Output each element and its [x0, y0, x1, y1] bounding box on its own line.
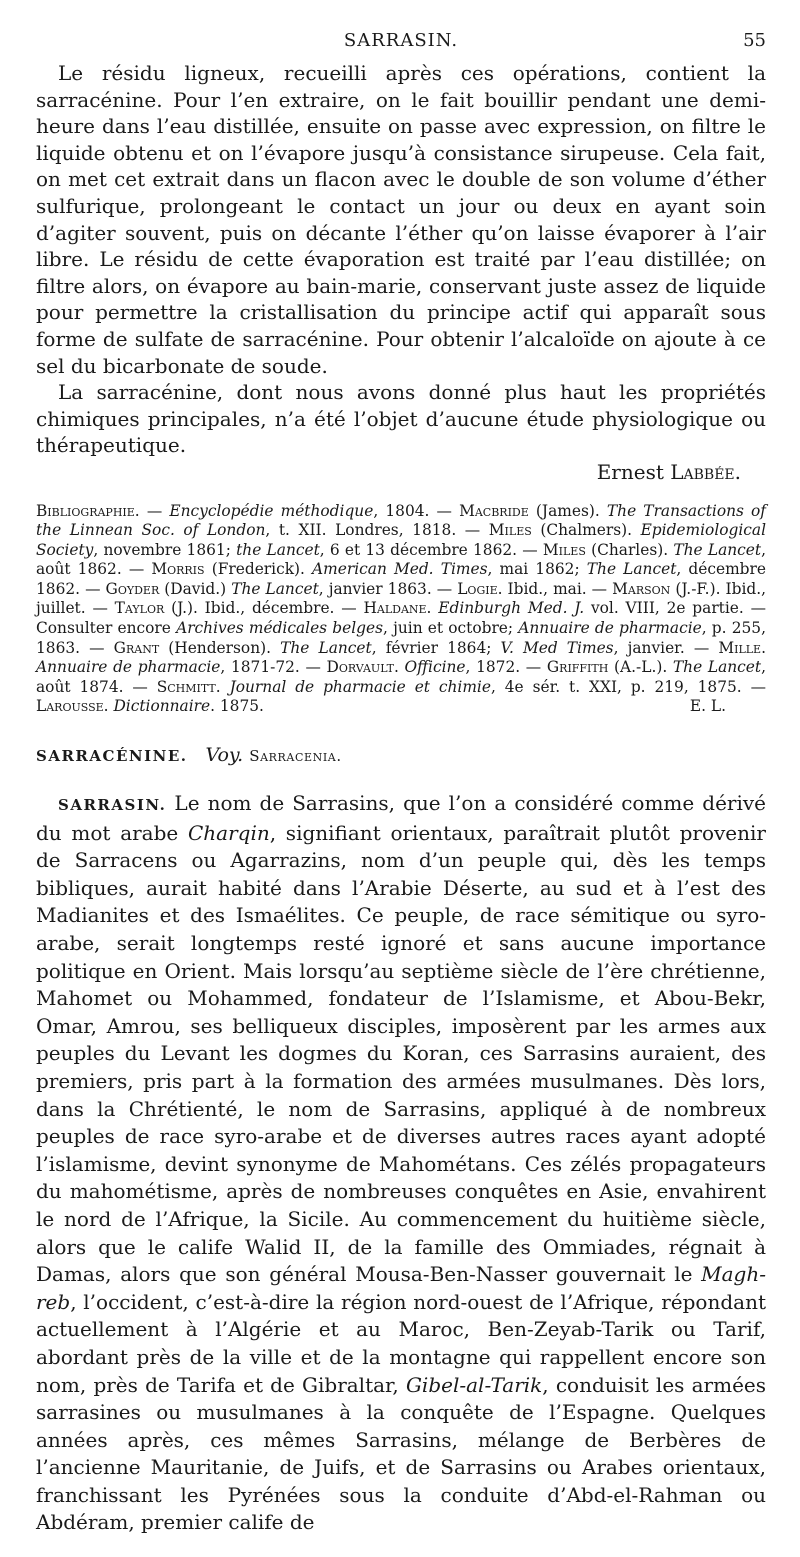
- biblio-author: Goyder: [105, 579, 160, 598]
- page-header: [36, 30, 766, 58]
- bibliography: Bibliographie. — Encyclopédie méthodique, 1804. — Macbride (James). The Transactions of the Linnean Soc. of London, t. XII. Londres, 1818. — Miles (Chalmers). Epidemiological Society, novembre 1861; the Lancet, 6 et 13 décembre 1862. — Miles (Charles). The Lancet, août 1862. — Morris (Frederick). American Med. Times, mai 1862; The Lancet, décembre 1862. — Goyder (David.) The Lancet, janvier 1863. — Logie. Ibid., mai. — Marson (J.-F.). Ibid., juillet. — Taylor (J.). Ibid., décembre. — Haldane. Edinburgh Med. J. vol. VIII, 2e partie. — Consulter encore Archives médicales belges, juin et octobre; Annuaire de pharmacie, p. 255, 1863. — Grant (Henderson). The Lancet, février 1864; V. Med Times, janvier. — Mille. Annuaire de pharmacie, 1871-72. — Dorvault. Officine, 1872. — Griffith (A.-L.). The Lancet, août 1874. — Schmitt. Journal de pharmacie et chimie, 4e sér. t. XXI, p. 219, 1875. — Larousse. Dictionnaire. 1875. E. L.: [36, 501, 766, 716]
- biblio-author: Taylor: [114, 599, 165, 618]
- biblio-title: The Lancet: [673, 540, 762, 559]
- biblio-author: Marson: [612, 579, 671, 598]
- paragraph-sarracenine-summary: La sarracénine, dont nous avons donné plus haut les propriétés chimiques principales, n’a été l’objet d’aucune étude physiologique ou thérapeutique.: [36, 380, 766, 458]
- biblio-title: Archives médicales belges: [176, 619, 384, 638]
- biblio-title: Officine: [404, 658, 466, 677]
- entry-sarracenine: [36, 743, 766, 768]
- biblio-author: Miles: [542, 540, 586, 559]
- biblio-author: Larousse: [36, 697, 104, 716]
- running-title: SARRASIN.: [343, 30, 459, 51]
- biblio-author: Logie: [457, 579, 498, 598]
- biblio-title: Annuaire de pharmacie: [518, 619, 702, 638]
- arabic-term: Charqin: [187, 820, 270, 845]
- biblio-title: V. Med Times: [500, 638, 614, 657]
- biblio-author: Mille: [718, 638, 762, 657]
- author-last-name: Labbée.: [670, 459, 741, 484]
- author-first-name: Ernest: [596, 459, 664, 484]
- biblio-author: Macbride: [459, 501, 529, 520]
- biblio-title: Annuaire de pharmacie: [36, 658, 221, 677]
- bibliography-label: Bibliographie.: [36, 501, 140, 520]
- entry-sarrasin: SARRASIN. Le nom de Sarrasins, que l’on a considéré comme dérivé du mot arabe Charqin, signifiant orientaux, paraîtrait plutôt provenir de Sarracens ou Agarrazins, nom d’un peuple qui, dès les temps bibliques, aurait habité dans l’Arabie Déserte, au sud et à l’est des Madianites et des Ismaélites. Ce peuple, de race sémitique ou syro-arabe, serait longtemps resté ignoré et sans aucune importance politique en Orient. Mais lorsqu’au septième siècle de l’ère chrétienne, Mahomet ou Mohammed, fondateur de l’Islamisme, et Abou-Bekr, Omar, Amrou, ses belliqueux disciples, imposèrent par les armes aux peuples du Levant les dogmes du Koran, ces Sarrasins auraient, des premiers, pris part à la formation des armées musulmanes. Dès lors, dans la Chrétienté, le nom de Sarrasins, appliqué à de nombreux peuples de race syro-arabe et de diverses autres races ayant adopté l’islamisme, devint synonyme de Mahométans. Ces zélés propagateurs du mahométisme, après de nombreuses conquêtes en Asie, envahirent le nord de l’Afrique, la Sicile. Au commencement du huitième siècle, alors que le calife Walid II, de la famille des Ommiades, régnait à Damas, alors que son général Mousa-Ben-Nasser gouvernait le Magh-reb, l’occident, c’est-à-dire la région nord-ouest de l’Afrique, répondant actuellement à l’Algérie et au Maroc, Ben-Zeyab-Tarik ou Tarif, abordant près de la ville et de la montagne qui rappellent encore son nom, près de Tarifa et de Gibraltar, Gibel-al-Tarik, conduisit les armées sarrasines ou musulmanes à la conquête de l’Espagne. Quelques années après, ces mêmes Sarrasins, mélange de Berbères de l’ancienne Mauritanie, de Juifs, et de Sarrasins ou Arabes orientaux, franchissant les Pyrénées sous la conduite d’Abd-el-Rahman ou Abdéram, premier calife de: [36, 791, 766, 1535]
- biblio-author: Miles: [488, 521, 532, 540]
- biblio-title: The Lancet: [231, 579, 319, 598]
- biblio-author: Griffith: [546, 658, 609, 677]
- biblio-title: The Lancet: [672, 658, 762, 677]
- biblio-author: Dorvault: [326, 658, 394, 677]
- biblio-author: Grant: [113, 638, 160, 657]
- biblio-title: The Lancet: [586, 560, 677, 579]
- see-also-label: Voy.: [205, 744, 244, 767]
- biblio-title: The Transactions of the Linnean Soc. of London: [36, 501, 766, 540]
- biblio-title: Encyclopédie méthodique: [169, 501, 374, 520]
- page-body: [36, 60, 766, 1557]
- biblio-author: Morris: [151, 560, 205, 579]
- page-number: 55: [743, 30, 766, 51]
- paragraph-extraction: Le résidu ligneux, recueilli après ces opérations, contient la sarracénine. Pour l’en extraire, on le fait bouillir pendant une demi-heure dans l’eau distillée, ensuite on passe avec expression, on filtre le liquide obtenu et on l’évapore jusqu’à consistance sirupeuse. Cela fait, on met cet extrait dans un flacon avec le double de son volume d’éther sulfurique, prolongeant le contact un jour ou deux en ayant soin d’agiter souvent, puis on décante l’éther qu’on laisse évaporer à l’air libre. Le résidu de cette évaporation est traité par l’eau distillée; on filtre alors, on évapore au bain-marie, conservant juste assez de liquide pour permettre la cristallisation du principe actif qui apparaît sous forme de sulfate de sarracénine. Pour obtenir l’alcaloïde on ajoute à ce sel du bicarbonate de soude.: [36, 61, 766, 378]
- biblio-title: American Med. Times: [312, 560, 488, 579]
- biblio-title: Journal de pharmacie et chimie: [229, 677, 491, 696]
- biblio-author: Schmitt: [156, 677, 216, 696]
- biblio-initials: E. L.: [689, 697, 726, 716]
- entry-term: SARRACÉNINE.: [36, 747, 188, 766]
- biblio-title: The Lancet: [280, 638, 372, 657]
- biblio-title: Edinburgh Med. J.: [438, 599, 585, 618]
- biblio-title: the Lancet: [236, 540, 320, 559]
- biblio-author: Haldane: [363, 599, 427, 618]
- author-signature: [36, 459, 741, 486]
- biblio-title: Dictionnaire: [113, 697, 211, 716]
- cross-reference: Sarracenia.: [249, 747, 342, 766]
- entry-term: SARRASIN.: [58, 796, 167, 815]
- arabic-term: Gibel-al-Tarik: [405, 1372, 543, 1397]
- arabic-term: Magh-reb: [36, 1262, 766, 1314]
- biblio-title: Epidemiological Society: [36, 521, 766, 559]
